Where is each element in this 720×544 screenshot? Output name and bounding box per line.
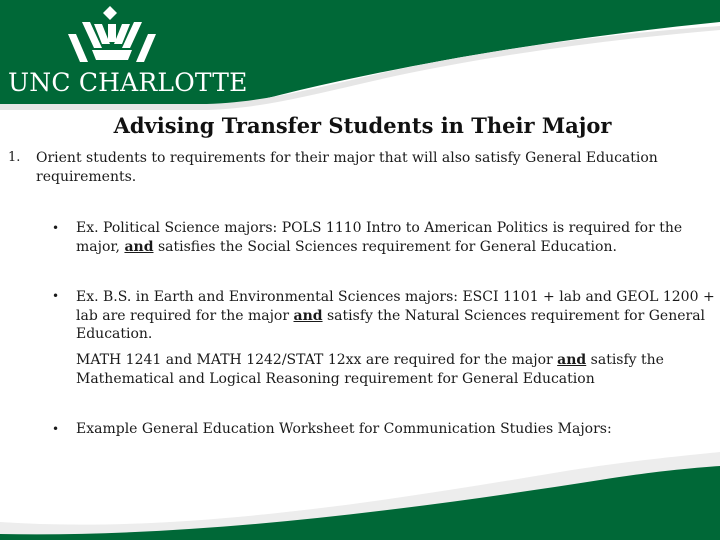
bullet2-line2 <box>76 307 705 326</box>
footer-swoosh <box>0 452 720 540</box>
bullet2-line1: Ex. B.S. in Earth and Environmental Sciences majors: ESCI 1101 + lab and GEOL 1200 + <box>76 289 715 305</box>
slide-title: Advising Transfer Students in Their Major <box>113 113 612 138</box>
bullet2-line4 <box>76 351 664 370</box>
logo-wordmark: UNC CHARLOTTE <box>8 68 248 97</box>
bullet2-text-b: satisfy the Natural Sciences requirement for General <box>322 307 706 324</box>
list-number: 1. <box>8 150 21 165</box>
bullet1-text-b: satisfies the Social Sciences requirement for General Education. <box>153 238 617 255</box>
header-banner <box>0 0 720 110</box>
footer-banner <box>0 452 720 540</box>
bullet2-text-d: satisfy the <box>586 352 664 368</box>
item1-line1: Orient students to requirements for their major that will also satisfy General Education <box>36 150 658 166</box>
unc-charlotte-crown-logo-icon <box>62 4 162 70</box>
bullet3-line1: Example General Education Worksheet for Communication Studies Majors: <box>76 421 612 437</box>
bullet2-text-a: lab are required for the major <box>76 307 294 324</box>
item1-line2: requirements. <box>36 168 137 185</box>
bullet-icon: • <box>52 289 60 303</box>
bullet2-line5: Mathematical and Logical Reasoning requirement for General Education <box>76 370 595 387</box>
bullet1-text-a: major, <box>76 238 125 255</box>
emphasis-and: and <box>557 352 587 368</box>
emphasis-and: and <box>124 238 154 255</box>
bullet-icon: • <box>52 221 60 235</box>
bullet1-line2 <box>76 238 617 257</box>
bullet-icon: • <box>52 422 60 436</box>
bullet2-text-c: MATH 1241 and MATH 1242/STAT 12xx are required for the major <box>76 352 558 368</box>
bullet1-line1: Ex. Political Science majors: POLS 1110 Intro to American Politics is required for the <box>76 220 683 236</box>
bullet2-line3: Education. <box>76 326 153 342</box>
emphasis-and: and <box>293 307 323 324</box>
